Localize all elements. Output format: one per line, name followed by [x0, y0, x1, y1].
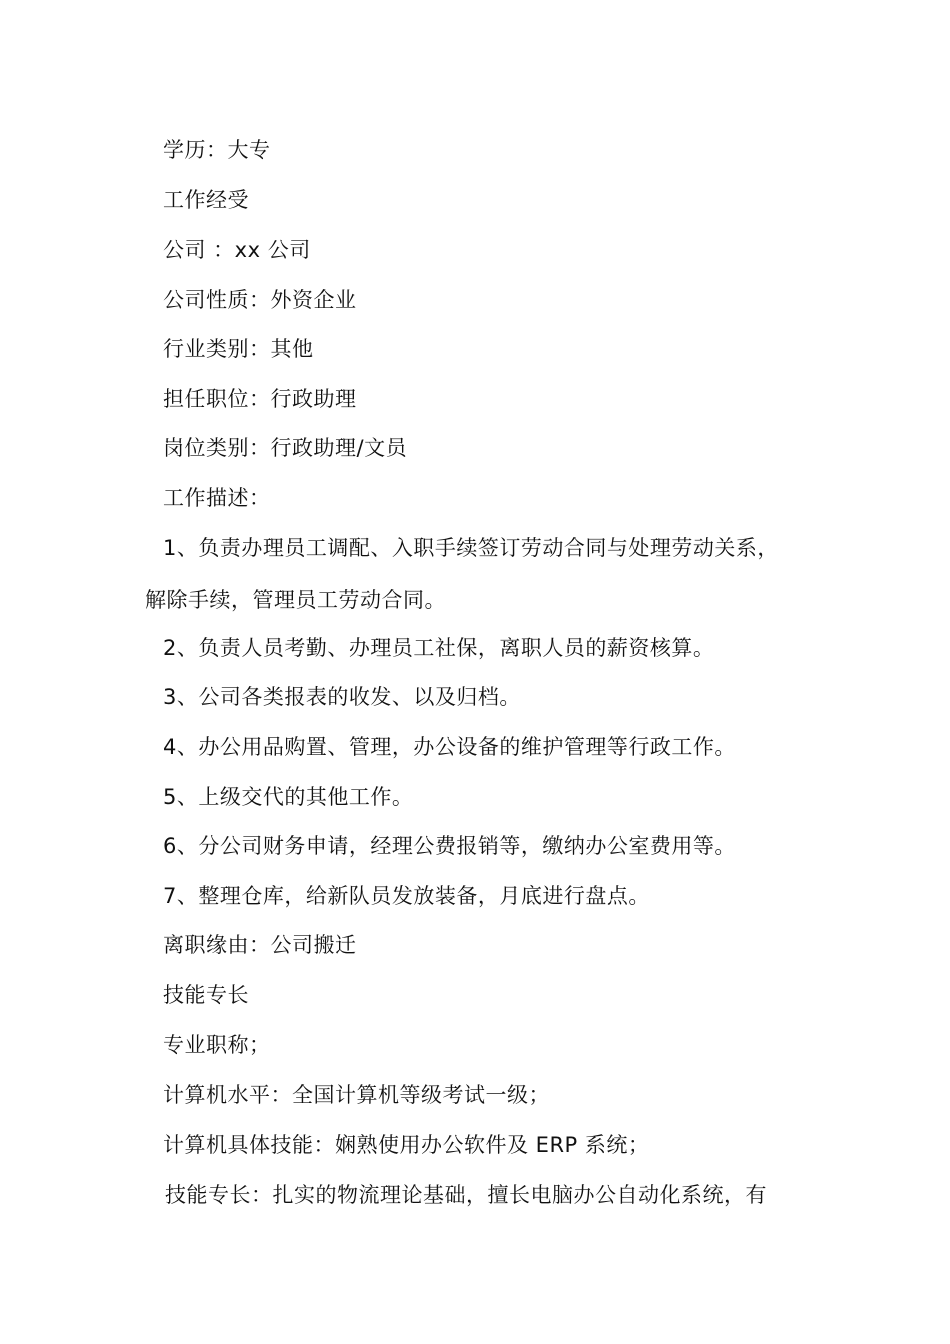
job-category-line: 岗位类别：行政助理/文员	[163, 436, 408, 460]
duty-item-4: 4、办公用品购置、管理，办公设备的维护管理等行政工作。	[163, 735, 736, 759]
work-experience-heading: 工作经受	[163, 188, 249, 212]
leaving-reason-line: 离职缘由：公司搬迁	[163, 933, 357, 957]
company-type-line: 公司性质：外资企业	[163, 288, 357, 312]
skills-heading: 技能专长	[163, 983, 249, 1007]
skills-specialty-line: 技能专长：扎实的物流理论基础，擅长电脑办公自动化系统，有	[165, 1183, 767, 1207]
professional-title-line: 专业职称；	[163, 1033, 271, 1057]
computer-skills-line: 计算机具体技能：娴熟使用办公软件及 ERP 系统；	[163, 1133, 650, 1157]
duty-item-2: 2、负责人员考勤、办理员工社保，离职人员的薪资核算。	[163, 636, 715, 660]
duty-item-1-continued: 解除手续，管理员工劳动合同。	[145, 588, 446, 612]
computer-level-line: 计算机水平：全国计算机等级考试一级；	[163, 1083, 550, 1107]
duty-item-3: 3、公司各类报表的收发、以及归档。	[163, 685, 521, 709]
duty-item-5: 5、上级交代的其他工作。	[163, 785, 414, 809]
duty-item-7: 7、整理仓库，给新队员发放装备，月底进行盘点。	[163, 884, 650, 908]
duty-item-1: 1、负责办理员工调配、入职手续签订劳动合同与处理劳动关系，	[163, 536, 779, 560]
duty-item-6: 6、分公司财务申请，经理公费报销等，缴纳办公室费用等。	[163, 834, 736, 858]
job-description-heading: 工作描述：	[163, 486, 271, 510]
company-line: 公司 ：xx 公司	[163, 238, 311, 262]
industry-line: 行业类别：其他	[163, 337, 314, 361]
education-line: 学历：大专	[163, 138, 271, 162]
position-line: 担任职位：行政助理	[163, 387, 357, 411]
